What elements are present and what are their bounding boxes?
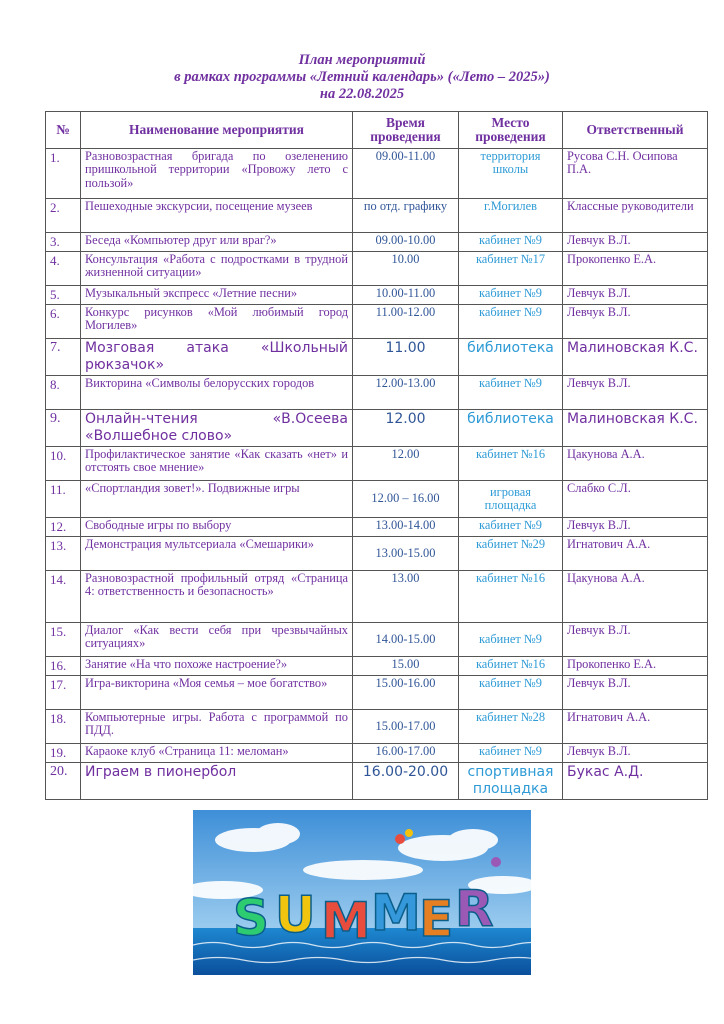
event-time: 09.00-10.00 <box>353 233 459 252</box>
event-name: Разновозрастная бригада по озеленению пришкольной территории «Провожу лето с пользой» <box>81 149 353 199</box>
table-row <box>46 571 708 623</box>
row-number: 5. <box>46 286 81 305</box>
event-responsible: Левчук В.Л. <box>563 518 708 537</box>
event-responsible: Малиновская К.С. <box>563 410 708 447</box>
event-place: библиотека <box>459 339 563 376</box>
summer-letter-u: U <box>275 886 316 944</box>
event-place: кабинет №9 <box>459 305 563 339</box>
table-row <box>46 447 708 481</box>
row-number: 14. <box>46 571 81 623</box>
summer-illustration <box>193 810 531 975</box>
event-time: 11.00-12.00 <box>353 305 459 339</box>
row-number: 18. <box>46 710 81 744</box>
event-name: Пешеходные экскурсии, посещение музеев <box>81 199 353 233</box>
event-responsible: Малиновская К.С. <box>563 339 708 376</box>
event-name: Музыкальный экспресс «Летние песни» <box>81 286 353 305</box>
row-number: 11. <box>46 481 81 518</box>
event-responsible: Левчук В.Л. <box>563 676 708 710</box>
table-row <box>46 233 708 252</box>
event-name: Онлайн-чтения «В.Осеева «Волшебное слово» <box>81 410 353 447</box>
row-number: 4. <box>46 252 81 286</box>
header-time: Время проведения <box>353 112 459 149</box>
table-row <box>46 481 708 518</box>
event-name: Демонстрация мультсериала «Смешарики» <box>81 537 353 571</box>
event-time: 13.00 <box>353 571 459 623</box>
event-responsible: Левчук В.Л. <box>563 233 708 252</box>
header-name: Наименование мероприятия <box>81 112 353 149</box>
event-responsible: Левчук В.Л. <box>563 623 708 657</box>
event-place: кабинет №9 <box>459 676 563 710</box>
table-body <box>46 149 708 800</box>
row-number: 10. <box>46 447 81 481</box>
summer-letter-m2: M <box>371 884 421 942</box>
table-row <box>46 199 708 233</box>
event-time: 16.00-17.00 <box>353 744 459 763</box>
event-time: 12.00-13.00 <box>353 376 459 410</box>
event-time: 16.00-20.00 <box>353 763 459 800</box>
title-line-2: в рамках программы «Летний календарь» («Лето – 2025») <box>174 69 550 85</box>
table-row <box>46 305 708 339</box>
event-time: 13.00-15.00 <box>353 537 459 571</box>
table-row <box>46 286 708 305</box>
table-row <box>46 676 708 710</box>
event-place: спортивная площадка <box>459 763 563 800</box>
row-number: 13. <box>46 537 81 571</box>
event-name: Диалог «Как вести себя при чрезвычайных ситуациях» <box>81 623 353 657</box>
row-number: 3. <box>46 233 81 252</box>
title-line-1: План мероприятий <box>298 52 426 68</box>
table-row <box>46 657 708 676</box>
event-place: кабинет №9 <box>459 744 563 763</box>
event-responsible: Русова С.Н. Осипова П.А. <box>563 149 708 199</box>
table-header-row <box>46 112 708 149</box>
event-time: 15.00-17.00 <box>353 710 459 744</box>
summer-banner <box>193 810 531 975</box>
event-place: кабинет №9 <box>459 623 563 657</box>
table-row <box>46 518 708 537</box>
row-number: 7. <box>46 339 81 376</box>
event-responsible: Игнатович А.А. <box>563 537 708 571</box>
header-resp: Ответственный <box>563 112 708 149</box>
summer-letter-r: R <box>455 880 494 938</box>
event-time: 10.00 <box>353 252 459 286</box>
event-place: кабинет №16 <box>459 657 563 676</box>
header-num: № <box>46 112 81 149</box>
row-number: 9. <box>46 410 81 447</box>
event-responsible: Букас А.Д. <box>563 763 708 800</box>
event-place: г.Могилев <box>459 199 563 233</box>
event-name: Консультация «Работа с подростками в трудной жизненной ситуации» <box>81 252 353 286</box>
event-time: 12.00 – 16.00 <box>353 481 459 518</box>
row-number: 15. <box>46 623 81 657</box>
event-time: 15.00-16.00 <box>353 676 459 710</box>
event-place: кабинет №16 <box>459 571 563 623</box>
event-time: 11.00 <box>353 339 459 376</box>
table-row <box>46 252 708 286</box>
row-number: 16. <box>46 657 81 676</box>
event-place: кабинет №29 <box>459 537 563 571</box>
table-row <box>46 410 708 447</box>
event-responsible: Левчук В.Л. <box>563 376 708 410</box>
event-time: 09.00-11.00 <box>353 149 459 199</box>
events-table <box>45 111 708 800</box>
event-place: библиотека <box>459 410 563 447</box>
event-responsible: Прокопенко Е.А. <box>563 252 708 286</box>
table-row <box>46 339 708 376</box>
event-name: Занятие «На что похоже настроение?» <box>81 657 353 676</box>
row-number: 19. <box>46 744 81 763</box>
event-responsible: Левчук В.Л. <box>563 305 708 339</box>
event-place: кабинет №17 <box>459 252 563 286</box>
event-time: 12.00 <box>353 447 459 481</box>
event-responsible: Левчук В.Л. <box>563 286 708 305</box>
event-name: Играем в пионербол <box>81 763 353 800</box>
event-name: Беседа «Компьютер друг или враг?» <box>81 233 353 252</box>
event-time: по отд. графику <box>353 199 459 233</box>
row-number: 8. <box>46 376 81 410</box>
event-place: кабинет №28 <box>459 710 563 744</box>
event-name: Свободные игры по выбору <box>81 518 353 537</box>
event-name: Викторина «Символы белорусских городов <box>81 376 353 410</box>
event-place: игровая площадка <box>459 481 563 518</box>
table-row <box>46 149 708 199</box>
event-responsible: Слабко С.Л. <box>563 481 708 518</box>
event-place: кабинет №9 <box>459 376 563 410</box>
event-responsible: Цакунова А.А. <box>563 571 708 623</box>
event-name: Конкурс рисунков «Мой любимый город Могилев» <box>81 305 353 339</box>
title-line-3: на 22.08.2025 <box>319 86 405 102</box>
event-responsible: Прокопенко Е.А. <box>563 657 708 676</box>
event-time: 13.00-14.00 <box>353 518 459 537</box>
header-place: Место проведения <box>459 112 563 149</box>
row-number: 6. <box>46 305 81 339</box>
event-name: Игра-викторина «Моя семья – мое богатство» <box>81 676 353 710</box>
event-responsible: Игнатович А.А. <box>563 710 708 744</box>
event-name: «Спортландия зовет!». Подвижные игры <box>81 481 353 518</box>
page-title <box>0 52 724 103</box>
table-row <box>46 537 708 571</box>
event-time: 10.00-11.00 <box>353 286 459 305</box>
table-row <box>46 376 708 410</box>
row-number: 17. <box>46 676 81 710</box>
event-name: Мозговая атака «Школьный рюкзачок» <box>81 339 353 376</box>
summer-letter-s: S <box>233 889 270 947</box>
table-row <box>46 763 708 800</box>
event-place: кабинет №9 <box>459 286 563 305</box>
row-number: 20. <box>46 763 81 800</box>
event-place: кабинет №9 <box>459 233 563 252</box>
row-number: 2. <box>46 199 81 233</box>
table-row <box>46 744 708 763</box>
summer-letter-m1: M <box>321 892 371 950</box>
event-time: 14.00-15.00 <box>353 623 459 657</box>
row-number: 12. <box>46 518 81 537</box>
event-name: Компьютерные игры. Работа с программой по ПДД. <box>81 710 353 744</box>
summer-letter-e: E <box>419 890 454 948</box>
event-place: кабинет №9 <box>459 518 563 537</box>
event-time: 15.00 <box>353 657 459 676</box>
event-name: Караоке клуб «Страница 11: меломан» <box>81 744 353 763</box>
event-responsible: Классные руководители <box>563 199 708 233</box>
event-name: Разновозрастной профильный отряд «Страница 4: ответственность и безопасность» <box>81 571 353 623</box>
event-responsible: Цакунова А.А. <box>563 447 708 481</box>
event-name: Профилактическое занятие «Как сказать «нет» и отстоять свое мнение» <box>81 447 353 481</box>
event-place: территория школы <box>459 149 563 199</box>
table-row <box>46 710 708 744</box>
event-responsible: Левчук В.Л. <box>563 744 708 763</box>
event-place: кабинет №16 <box>459 447 563 481</box>
table-row <box>46 623 708 657</box>
row-number: 1. <box>46 149 81 199</box>
event-time: 12.00 <box>353 410 459 447</box>
